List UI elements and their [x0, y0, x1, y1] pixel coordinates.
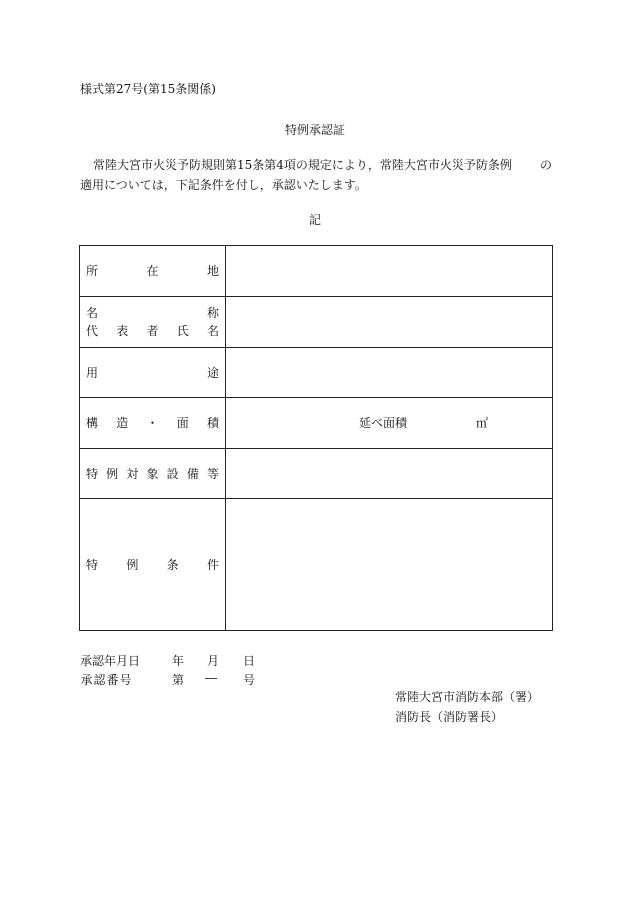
label-char: 称 — [206, 306, 219, 320]
approval-number-dash: ― — [205, 671, 217, 685]
label-char: 認 — [93, 673, 106, 687]
row-use — [80, 348, 553, 398]
label-char: 条 — [166, 557, 179, 572]
form-number: 様式第27号(第15条関係) — [80, 82, 216, 96]
label-char: 備 — [186, 466, 199, 481]
document-title: 特例承認証 — [284, 123, 345, 137]
floor-area-unit: ㎡ — [476, 416, 489, 430]
label-char: 者 — [146, 324, 159, 338]
floor-area-label: 延べ面積 — [359, 416, 408, 430]
structure-value-cell[interactable] — [226, 398, 553, 449]
issuer-title: 消防長（消防署長） — [395, 710, 504, 724]
label-char: 特 — [86, 466, 99, 481]
location-label — [86, 262, 219, 280]
label-char: 造 — [116, 416, 129, 430]
label-char: 承 — [80, 673, 93, 687]
label-char: 例 — [126, 557, 139, 572]
name-label — [86, 304, 219, 322]
approval-number-prefix: 第 — [172, 673, 185, 687]
label-char: 在 — [146, 264, 159, 278]
structure-label-cell — [80, 398, 226, 449]
name-value-cell[interactable] — [226, 297, 553, 348]
label-char: 番 — [106, 673, 119, 687]
body-text-line-1-suffix: の — [540, 158, 553, 172]
ki-heading: 記 — [308, 213, 321, 227]
label-char: 氏 — [176, 324, 189, 338]
approval-details-table — [79, 245, 553, 631]
row-location — [80, 246, 553, 297]
label-char: 面 — [176, 416, 189, 430]
label-char: 号 — [119, 673, 132, 687]
label-char: 対 — [126, 466, 139, 481]
body-text-line-1: 常陸大宮市火災予防規則第15条第4項の規定により，常陸大宮市火災予防条例 — [93, 158, 512, 172]
label-char: 代 — [86, 324, 99, 338]
label-char: ・ — [146, 416, 159, 430]
issuer-organization: 常陸大宮市消防本部（署） — [395, 690, 540, 704]
approval-number-suffix: 号 — [243, 673, 256, 687]
location-value-cell[interactable] — [226, 246, 553, 297]
special-conditions-label-cell — [80, 499, 226, 631]
label-char: 用 — [86, 365, 99, 380]
approval-date-year: 年 — [172, 654, 185, 668]
label-char: 等 — [206, 466, 219, 481]
label-char: 例 — [106, 466, 119, 481]
label-char: 件 — [206, 557, 219, 572]
body-text-line-2: 適用については，下記条件を付し，承認いたします。 — [80, 178, 367, 192]
name-label-cell — [80, 297, 226, 348]
location-label-cell — [80, 246, 226, 297]
special-conditions-value-cell[interactable] — [226, 499, 553, 631]
use-label-cell — [80, 348, 226, 398]
special-equipment-label-cell — [80, 449, 226, 499]
use-value-cell[interactable] — [226, 348, 553, 398]
label-char: 設 — [166, 466, 179, 481]
special-equipment-label — [86, 465, 219, 483]
label-char: 象 — [146, 466, 159, 481]
row-structure-area — [80, 398, 553, 449]
label-char: 構 — [86, 416, 99, 430]
row-special-conditions — [80, 499, 553, 631]
label-char: 名 — [206, 324, 219, 338]
special-equipment-value-cell[interactable] — [226, 449, 553, 499]
approval-date-day: 日 — [243, 654, 256, 668]
label-char: 所 — [86, 264, 99, 278]
approval-number-label — [80, 671, 132, 688]
label-char: 地 — [206, 264, 219, 278]
row-name-representative — [80, 297, 553, 348]
representative-label — [86, 322, 219, 340]
use-label — [86, 364, 219, 382]
label-char: 名 — [86, 306, 99, 320]
label-char: 表 — [116, 324, 129, 338]
row-special-equipment — [80, 449, 553, 499]
approval-date-label: 承認年月日 — [80, 654, 141, 668]
label-char: 特 — [86, 557, 99, 572]
structure-label — [86, 414, 219, 432]
approval-date-month: 月 — [207, 654, 220, 668]
label-char: 積 — [206, 416, 219, 430]
label-char: 途 — [206, 365, 219, 380]
special-conditions-label — [86, 556, 219, 574]
